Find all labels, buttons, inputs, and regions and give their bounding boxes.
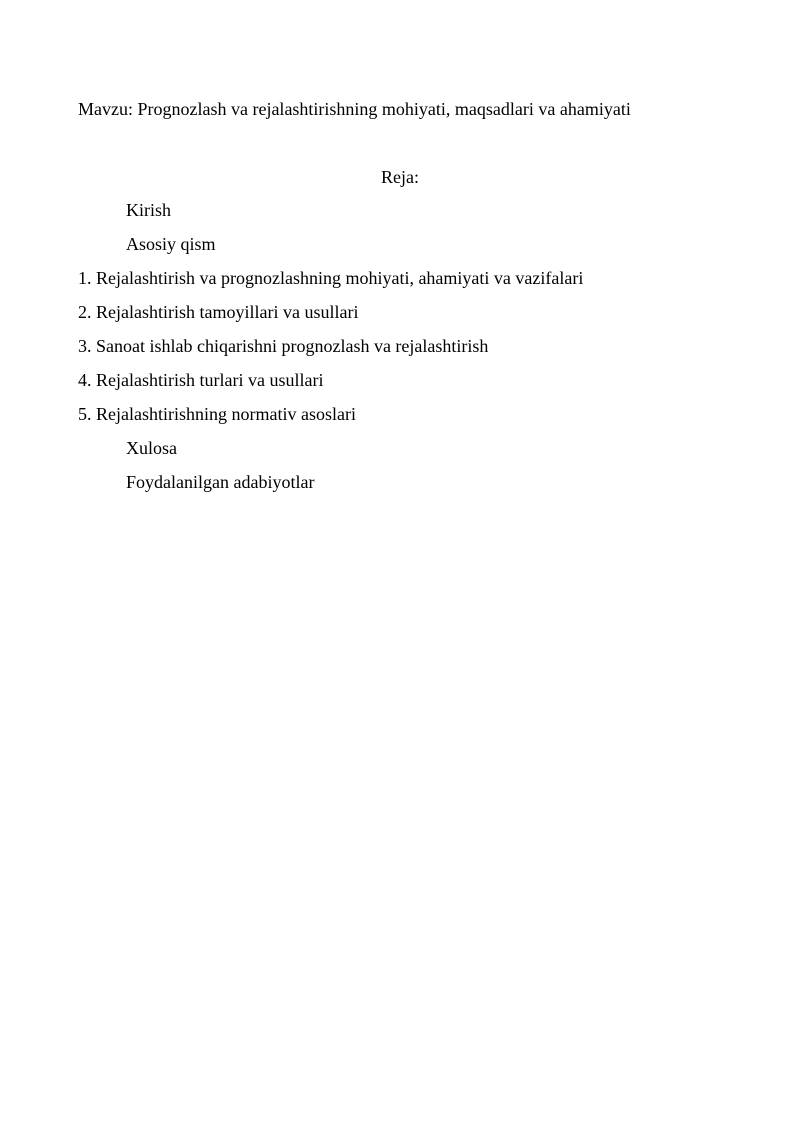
document-topic: Mavzu: Prognozlash va rejalashtirishning mohiyati, maqsadlari va ahamiyati (78, 99, 631, 119)
plan-item-2: 2. Rejalashtirish tamoyillari va usullari (78, 302, 359, 322)
plan-item-3: 3. Sanoat ishlab chiqarishni prognozlash va rejalashtirish (78, 336, 489, 356)
plan-item-conclusion: Xulosa (126, 438, 177, 458)
plan-list (78, 197, 583, 503)
plan-item-5: 5. Rejalashtirishning normativ asoslari (78, 404, 356, 424)
plan-item-introduction: Kirish (126, 200, 171, 220)
plan-item-references: Foydalanilgan adabiyotlar (126, 472, 315, 492)
plan-item-main-part: Asosiy qism (126, 234, 216, 254)
plan-heading-text: Reja: (381, 167, 419, 187)
plan-item-1: 1. Rejalashtirish va prognozlashning mohiyati, ahamiyati va vazifalari (78, 268, 584, 288)
plan-item-4: 4. Rejalashtirish turlari va usullari (78, 370, 324, 390)
plan-heading (0, 164, 800, 190)
